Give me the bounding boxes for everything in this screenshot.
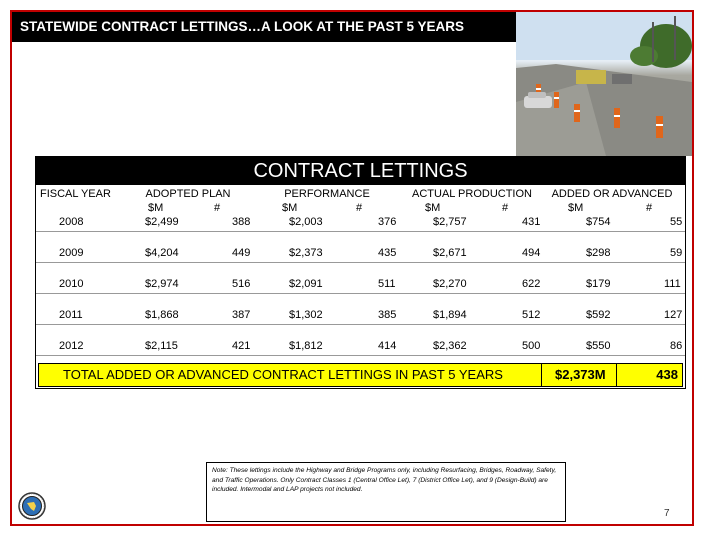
- cell-act-money: $2,757: [433, 216, 467, 228]
- cell-add-money: $179: [586, 278, 611, 290]
- subheader-plan-money: $M: [148, 202, 164, 214]
- col-group-actual-production: ACTUAL PRODUCTION: [412, 188, 532, 200]
- cell-act-count: 431: [522, 216, 541, 228]
- col-group-added-advanced: ADDED OR ADVANCED: [551, 188, 673, 200]
- table-heading: CONTRACT LETTINGS: [36, 157, 685, 185]
- cell-perf-money: $2,091: [289, 278, 323, 290]
- cell-act-count: 494: [522, 247, 541, 259]
- contract-lettings-table: [35, 156, 686, 389]
- subheader-add-money: $M: [568, 202, 584, 214]
- cell-plan-money: $2,115: [145, 340, 178, 352]
- total-row: [38, 363, 683, 387]
- cell-year: 2012: [59, 340, 84, 352]
- cell-add-count: 86: [670, 340, 683, 352]
- cell-act-count: 512: [522, 309, 541, 321]
- col-header-fiscal-year: FISCAL YEAR: [40, 188, 111, 200]
- cell-perf-count: 511: [378, 278, 396, 290]
- total-label: TOTAL ADDED OR ADVANCED CONTRACT LETTINGS IN PAST 5 YEARS: [63, 367, 503, 382]
- cell-act-money: $1,894: [433, 309, 467, 321]
- cell-perf-money: $2,373: [289, 247, 323, 259]
- state-seal-logo: [18, 492, 46, 520]
- subheader-add-count: #: [646, 202, 653, 214]
- cell-act-money: $2,671: [433, 247, 467, 259]
- cell-year: 2009: [59, 247, 84, 259]
- cell-add-money: $754: [586, 216, 611, 228]
- cell-perf-count: 376: [378, 216, 397, 228]
- cell-year: 2010: [59, 278, 84, 290]
- cell-add-money: $298: [586, 247, 611, 259]
- cell-perf-count: 435: [378, 247, 397, 259]
- cell-perf-count: 414: [378, 340, 397, 352]
- subheader-perf-money: $M: [282, 202, 298, 214]
- total-divider: [541, 363, 542, 387]
- cell-plan-money: $1,868: [145, 309, 179, 321]
- cell-act-money: $2,362: [433, 340, 467, 352]
- footnote: Note: These lettings include the Highway and Bridge Programs only, including Resurfacing, Bridges, Roadway, Safety, and Traffic Operations. Only Contract Classes 1 (Central Office Let), 7 (District Office Let), and 9 (Design-Build) are included. Intermodal and LAP projects not included.: [206, 462, 566, 522]
- cell-act-count: 500: [522, 340, 541, 352]
- total-amount: $2,373M: [555, 367, 606, 382]
- row-divider: [36, 324, 685, 325]
- cell-add-count: 127: [664, 309, 683, 321]
- row-divider: [36, 231, 685, 232]
- slide-title: STATEWIDE CONTRACT LETTINGS…A LOOK AT THE PAST 5 YEARS: [12, 12, 517, 42]
- cell-add-money: $550: [586, 340, 611, 352]
- cell-add-count: 111: [664, 278, 681, 290]
- cell-act-money: $2,270: [433, 278, 467, 290]
- cell-add-count: 55: [670, 216, 683, 228]
- subheader-perf-count: #: [356, 202, 363, 214]
- cell-plan-money: $2,974: [145, 278, 179, 290]
- cell-perf-money: $2,003: [289, 216, 323, 228]
- cell-plan-count: 449: [232, 247, 251, 259]
- total-count: 438: [656, 367, 678, 382]
- cell-year: 2008: [59, 216, 84, 228]
- cell-add-count: 59: [670, 247, 683, 259]
- road-construction-photo: [516, 12, 692, 156]
- page-number: 7: [664, 508, 670, 519]
- cell-perf-money: $1,302: [289, 309, 323, 321]
- cell-plan-count: 388: [232, 216, 251, 228]
- total-divider: [616, 363, 617, 387]
- cell-plan-count: 387: [232, 309, 251, 321]
- subheader-act-money: $M: [425, 202, 441, 214]
- row-divider: [36, 262, 685, 263]
- cell-plan-money: $4,204: [145, 247, 179, 259]
- cell-act-count: 622: [522, 278, 541, 290]
- col-group-adopted-plan: ADOPTED PLAN: [145, 188, 231, 200]
- cell-year: 2011: [59, 309, 83, 321]
- subheader-plan-count: #: [214, 202, 221, 214]
- cell-perf-count: 385: [378, 309, 397, 321]
- cell-plan-money: $2,499: [145, 216, 179, 228]
- subheader-act-count: #: [502, 202, 509, 214]
- cell-add-money: $592: [586, 309, 611, 321]
- cell-plan-count: 421: [232, 340, 251, 352]
- col-group-performance: PERFORMANCE: [284, 188, 370, 200]
- row-divider: [36, 293, 685, 294]
- cell-plan-count: 516: [232, 278, 251, 290]
- row-divider: [36, 355, 685, 356]
- cell-perf-money: $1,812: [289, 340, 323, 352]
